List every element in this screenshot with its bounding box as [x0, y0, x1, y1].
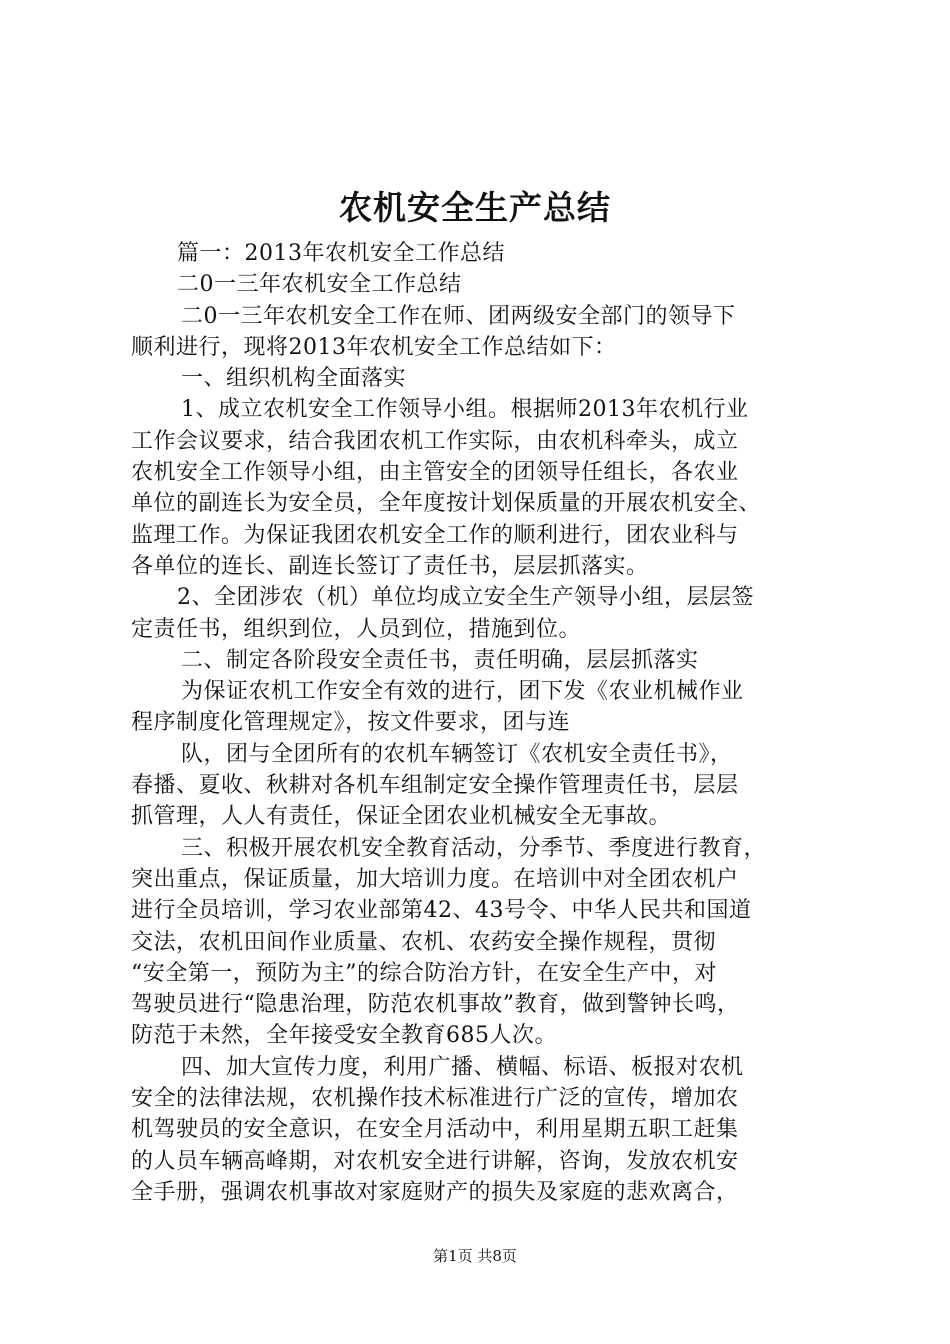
page-footer: 第1页 共8页: [433, 1247, 517, 1265]
body-line: 的人员车辆高峰期，对农机安全进行讲解，咨询，发放农机安: [131, 1148, 739, 1174]
body-line: 定责任书，组织到位，人员到位，措施到位。: [131, 616, 582, 642]
body-line: 一、组织机构全面落实: [181, 366, 407, 392]
body-line: 顺利进行，现将2013年农机安全工作总结如下：: [131, 334, 617, 360]
document-title: 农机安全生产总结: [339, 188, 611, 227]
body-line: 春播、夏收、秋耕对各机车组制定安全操作管理责任书，层层: [131, 773, 739, 799]
body-line: 安全的法律法规，农机操作技术标准进行广泛的宣传，增加农: [131, 1086, 739, 1112]
body-line: 抓管理，人人有责任，保证全团农业机械安全无事故。: [131, 804, 672, 830]
body-line: 为保证农机工作安全有效的进行，团下发《农业机械作业: [181, 679, 744, 705]
body-line: 工作会议要求，结合我团农机工作实际，由农机科牵头，成立: [131, 428, 739, 454]
body-line: 队，团与全团所有的农机车辆签订《农机安全责任书》，: [181, 741, 733, 767]
body-line: 监理工作。为保证我团农机安全工作的顺利进行，团农业科与: [131, 522, 739, 548]
body-line: 驾驶员进行“隐患治理，防范农机事故”教育，做到警钟长鸣，: [131, 992, 740, 1018]
body-line: 程序制度化管理规定》，按文件要求，团与连: [131, 710, 571, 736]
body-line: 2、全团涉农（机）单位均成立安全生产领导小组，层层签: [177, 585, 754, 611]
body-line: 二0一三年农机安全工作总结: [177, 272, 462, 298]
body-line: 农机安全工作领导小组，由主管安全的团领导任组长，各农业: [131, 460, 739, 486]
body-line: 四、加大宣传力度，利用广播、横幅、标语、板报对农机: [181, 1054, 744, 1080]
body-line: 二0一三年农机安全工作在师、团两级安全部门的领导下: [181, 303, 736, 329]
body-line: 二、制定各阶段安全责任书，责任明确，层层抓落实: [181, 647, 699, 673]
body-line: 单位的副连长为安全员，全年度按计划保质量的开展农机安全、: [131, 491, 762, 517]
body-line: 三、积极开展农机安全教育活动，分季节、季度进行教育，: [181, 835, 767, 861]
body-line: 防范于未然，全年接受安全教育685人次。: [131, 1023, 557, 1049]
body-line: 篇一：2013年农机安全工作总结: [177, 241, 505, 266]
body-line: 机驾驶员的安全意识，在安全月活动中，利用星期五职工赶集: [131, 1117, 739, 1143]
body-line: 突出重点，保证质量，加大培训力度。在培训中对全团农机户: [131, 866, 739, 892]
body-line: 各单位的连长、副连长签订了责任书，层层抓落实。: [131, 553, 649, 579]
body-line: 全手册，强调农机事故对家庭财产的损失及家庭的悲欢离合，: [131, 1179, 739, 1205]
body-line: “安全第一，预防为主”的综合防治方针，在安全生产中，对: [131, 960, 717, 986]
body-line: 交法，农机田间作业质量、农机、农药安全操作规程，贯彻: [131, 929, 717, 955]
document-body: [131, 238, 831, 1208]
body-line: 进行全员培训，学习农业部第42、43号令、中华人民共和国道: [131, 898, 752, 924]
body-line: 1、成立农机安全工作领导小组。根据师2013年农机行业: [181, 397, 749, 423]
